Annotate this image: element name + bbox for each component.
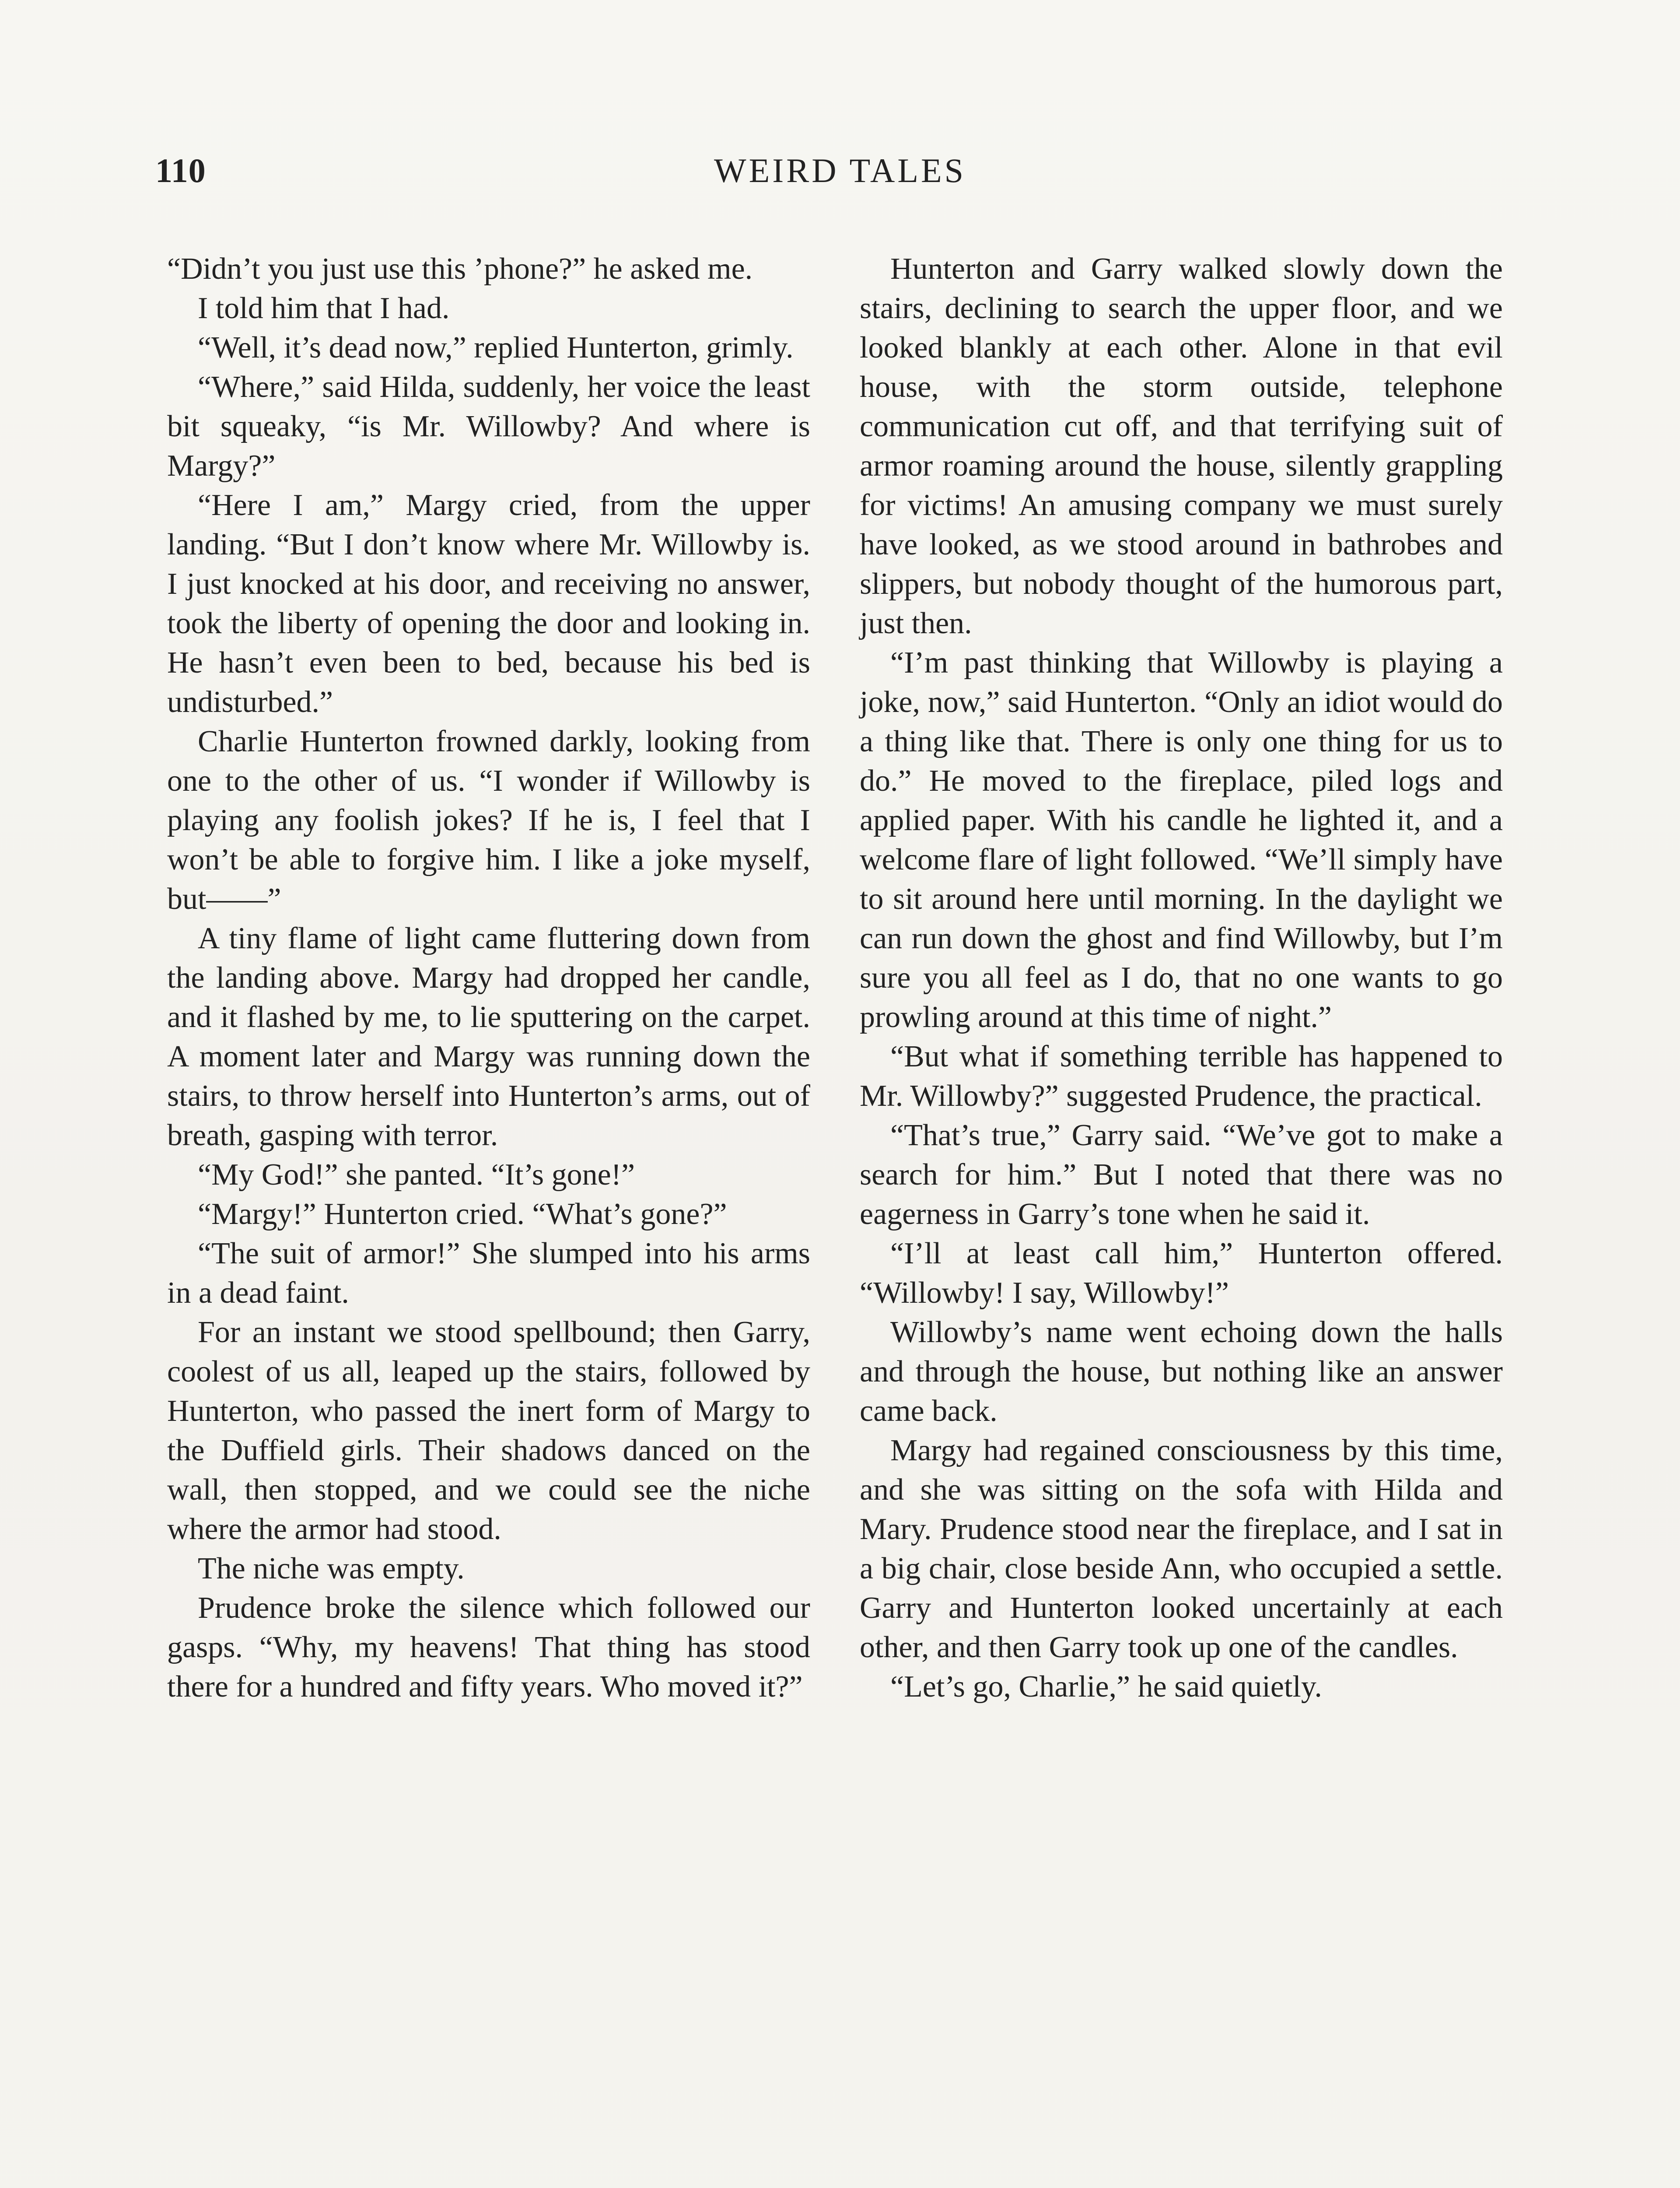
page-number: 110 [155,151,206,189]
paragraph: Charlie Hunterton frowned darkly, looking from one to the other of us. “I wonder if Willowby is playing any foolish jokes? If he is, I feel that I won’t be able to forgive him. I like a joke myself, but——” [167,725,810,916]
paragraph: Willowby’s name went echoing down the halls and through the house, but nothing like an answer came back. [860,1315,1503,1428]
paragraph: Margy had regained consciousness by this time, and she was sitting on the sofa with Hilda and Mary. Prudence stood near the fireplace, and I sat in a big chair, close beside Ann, who occupied a settle. Garry and Hunterton looked uncertainly at each other, and then Garry took up one of the candles. [860,1434,1503,1664]
paragraph: “Well, it’s dead now,” replied Hunterton, grimly. [198,331,794,365]
paragraph: “Didn’t you just use this ’phone?” he asked me. [167,252,753,286]
paragraph: Hunterton and Garry walked slowly down the stairs, declining to search the upper floor, and we looked blankly at each other. Alone in that evil house, with the storm outside, telephone communication cut off, and that terrifying suit of armor roaming around the house, silently grappling for victims! An amusing company we must surely have looked, as we stood around in bathrobes and slippers, but nobody thought of the humorous part, just then. [860,252,1503,640]
paragraph: “Where,” said Hilda, suddenly, her voice the least bit squeaky, “is Mr. Willowby? And where is Margy?” [167,370,810,483]
page-header [155,151,1525,199]
paragraph: “But what if something terrible has happened to Mr. Willowby?” suggested Prudence, the practical. [860,1040,1503,1113]
paragraph: “Let’s go, Charlie,” he said quietly. [890,1670,1322,1704]
paragraph: A tiny flame of light came fluttering down from the landing above. Margy had dropped her candle, and it flashed by me, to lie sputtering on the carpet. A moment later and Margy was running down the stairs, to throw herself into Hunterton’s arms, out of breath, gasping with terror. [167,922,810,1152]
paragraph: “I’ll at least call him,” Hunterton offered. “Willowby! I say, Willowby!” [860,1237,1503,1310]
paragraph: “I’m past thinking that Willowby is playing a joke, now,” said Hunterton. “Only an idiot would do a thing like that. There is only one thing for us to do.” He moved to the fireplace, piled logs and applied paper. With his candle he lighted it, and a welcome flare of light followed. “We’ll simply have to sit around here until morning. In the daylight we can run down the ghost and find Willowby, but I’m sure you all feel as I do, that no one wants to go prowling around at this time of night.” [860,646,1503,1034]
right-column [860,249,1503,1707]
paragraph: I told him that I had. [198,291,450,325]
paragraph: “The suit of armor!” She slumped into his arms in a dead faint. [167,1237,810,1310]
running-head: WEIRD TALES [714,151,966,189]
paragraph: The niche was empty. [198,1552,465,1585]
paragraph: “Here I am,” Margy cried, from the upper landing. “But I don’t know where Mr. Willowby is. I just knocked at his door, and receiving no answer, took the liberty of opening the door and looking in. He hasn’t even been to bed, because his bed is undisturbed.” [167,488,810,719]
paragraph: “Margy!” Hunterton cried. “What’s gone?” [198,1197,727,1231]
paragraph: Prudence broke the silence which followed our gasps. “Why, my heavens! That thing has stood there for a hundred and fifty years. Who moved it?” [167,1591,810,1704]
paragraph: “My God!” she panted. “It’s gone!” [198,1158,635,1192]
paragraph: “That’s true,” Garry said. “We’ve got to make a search for him.” But I noted that there was no eagerness in Garry’s tone when he said it. [860,1119,1503,1231]
paragraph: For an instant we stood spellbound; then Garry, coolest of us all, leaped up the stairs, followed by Hunterton, who passed the inert form of Margy to the Duffield girls. Their shadows danced on the wall, then stopped, and we could see the niche where the armor had stood. [167,1315,810,1546]
left-column [167,249,810,1707]
